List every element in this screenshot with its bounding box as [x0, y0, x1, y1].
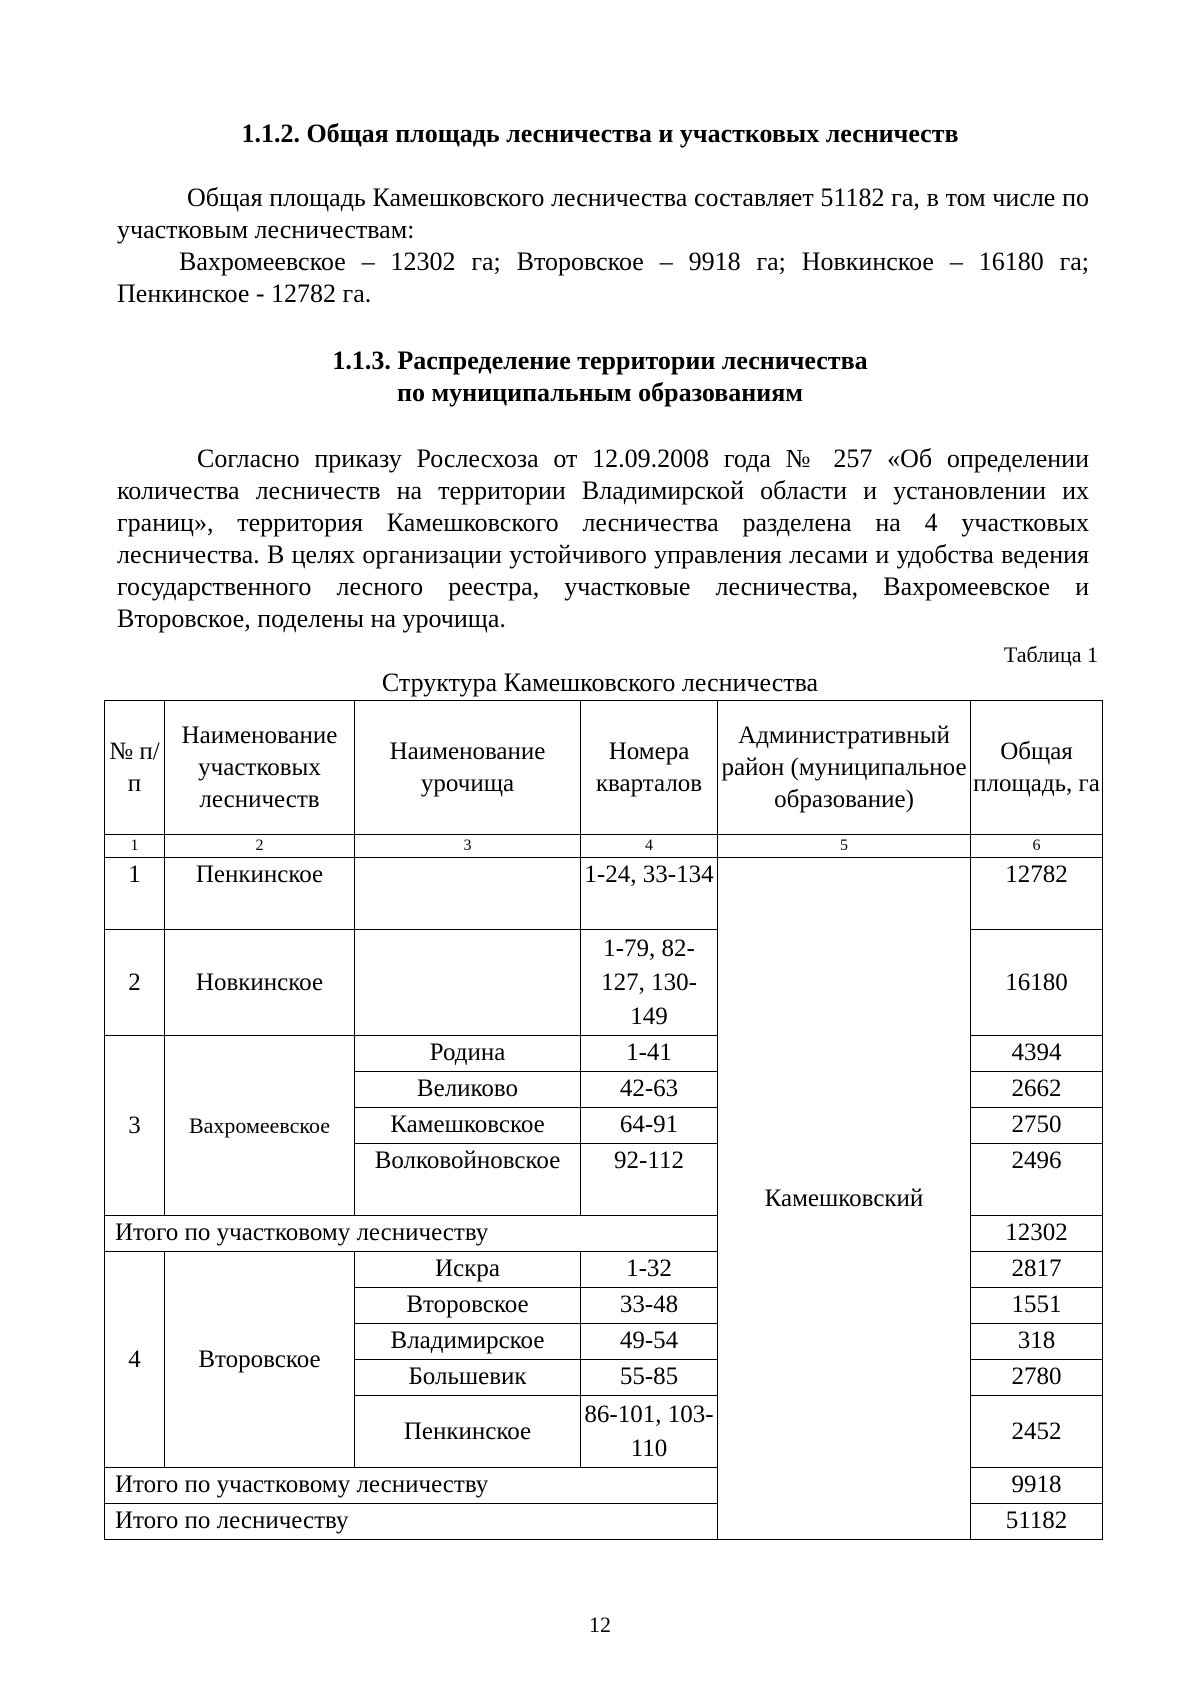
area: 12782: [971, 858, 1103, 930]
quarters: 1-24, 33-134: [581, 858, 718, 930]
tract-name: Владимирское: [355, 1324, 581, 1360]
header-forestry-name: Наименование участковых лесничеств: [165, 701, 355, 835]
section-heading-line-1: 1.1.3. Распределение территории лесничества: [332, 346, 868, 375]
table-header-row: [105, 701, 1103, 835]
column-number: 5: [718, 835, 971, 858]
quarters: 49-54: [581, 1324, 718, 1360]
forestry-name: Новкинское: [165, 930, 355, 1036]
subtotal-value: 12302: [971, 1216, 1103, 1252]
tract-name: Родина: [355, 1036, 581, 1072]
table-row: [105, 858, 1103, 930]
table-title: Структура Камешковского лесничества: [381, 668, 819, 697]
quarters: 64-91: [581, 1108, 718, 1144]
column-number: 2: [165, 835, 355, 858]
tract-name: Пенкинское: [355, 1396, 581, 1468]
area: 1551: [971, 1288, 1103, 1324]
quarters: 92-112: [581, 1144, 718, 1216]
quarters: 1-41: [581, 1036, 718, 1072]
area: 2452: [971, 1396, 1103, 1468]
paragraph-area-breakdown: Вахромеевское – 12302 га; Второвское – 9918 га; Новкинское – 16180 га; Пенкинское - 12782 га.: [117, 247, 1089, 308]
column-number-row: [105, 835, 1103, 858]
forestry-name: Второвское: [165, 1252, 355, 1468]
quarters: 42-63: [581, 1072, 718, 1108]
quarters: 1-79, 82-127, 130-149: [581, 930, 718, 1036]
paragraph-total-area: Общая площадь Камешковского лесничества составляет 51182 га, в том числе по участковым лесничествам:: [117, 183, 1089, 244]
area: 2817: [971, 1252, 1103, 1288]
forestry-name: Пенкинское: [165, 858, 355, 930]
header-quarters: Номера кварталов: [581, 701, 718, 835]
area: 318: [971, 1324, 1103, 1360]
header-area: Общая площадь, га: [971, 701, 1103, 835]
total-label: Итого по лесничеству: [105, 1504, 971, 1540]
header-district: Административный район (муниципальное образование): [718, 701, 971, 835]
tract-name: Второвское: [355, 1288, 581, 1324]
subtotal-label: Итого по участковому лесничеству: [105, 1216, 718, 1252]
section-heading-1-1-2: 1.1.2. Общая площадь лесничества и участковых лесничеств: [241, 119, 959, 148]
total-value: 51182: [971, 1504, 1103, 1540]
section-heading-line-2: по муниципальным образованиям: [396, 378, 804, 407]
forestry-structure-table: [104, 700, 1103, 1540]
area: 4394: [971, 1036, 1103, 1072]
column-number: 1: [105, 835, 165, 858]
quarters: 33-48: [581, 1288, 718, 1324]
forestry-name: Вахромеевское: [165, 1036, 355, 1216]
column-number: 3: [355, 835, 581, 858]
quarters: 86-101, 103-110: [581, 1396, 718, 1468]
header-tract-name: Наименование урочища: [355, 701, 581, 835]
total-row: [105, 1504, 1103, 1540]
area: 2780: [971, 1360, 1103, 1396]
page-number: 12: [589, 1612, 611, 1637]
tract-name: [355, 930, 581, 1036]
tract-name: Великово: [355, 1072, 581, 1108]
column-number: 4: [581, 835, 718, 858]
quarters: 1-32: [581, 1252, 718, 1288]
subtotal-value: 9918: [971, 1468, 1103, 1504]
tract-name: Волковойновское: [355, 1144, 581, 1216]
row-number: 2: [105, 930, 165, 1036]
area: 2496: [971, 1144, 1103, 1216]
tract-name: Искра: [355, 1252, 581, 1288]
tract-name: Камешковское: [355, 1108, 581, 1144]
district-cell: Камешковский: [718, 858, 971, 1540]
subtotal-label: Итого по участковому лесничеству: [105, 1468, 718, 1504]
table-label: Таблица 1: [1003, 642, 1098, 667]
row-number: 4: [105, 1252, 165, 1468]
header-number: № п/п: [105, 701, 165, 835]
row-number: 3: [105, 1036, 165, 1216]
column-number: 6: [971, 835, 1103, 858]
area: 2662: [971, 1072, 1103, 1108]
quarters: 55-85: [581, 1360, 718, 1396]
paragraph-order: Согласно приказу Рослесхоза от 12.09.2008 года № 257 «Об определении количества лесничеств на территории Владимирской области и установлении их границ», территория Камешковского лесничества разделена на 4 участковых лесничества. В целях организации устойчивого управления лесами и удобства ведения государственного лесного реестра, участковые лесничества, Вахромеевское и Второвское, поделены на урочища.: [117, 444, 1089, 633]
tract-name: [355, 858, 581, 930]
area: 2750: [971, 1108, 1103, 1144]
section-heading-1-1-3: [0, 345, 1200, 409]
area: 16180: [971, 930, 1103, 1036]
row-number: 1: [105, 858, 165, 930]
tract-name: Большевик: [355, 1360, 581, 1396]
